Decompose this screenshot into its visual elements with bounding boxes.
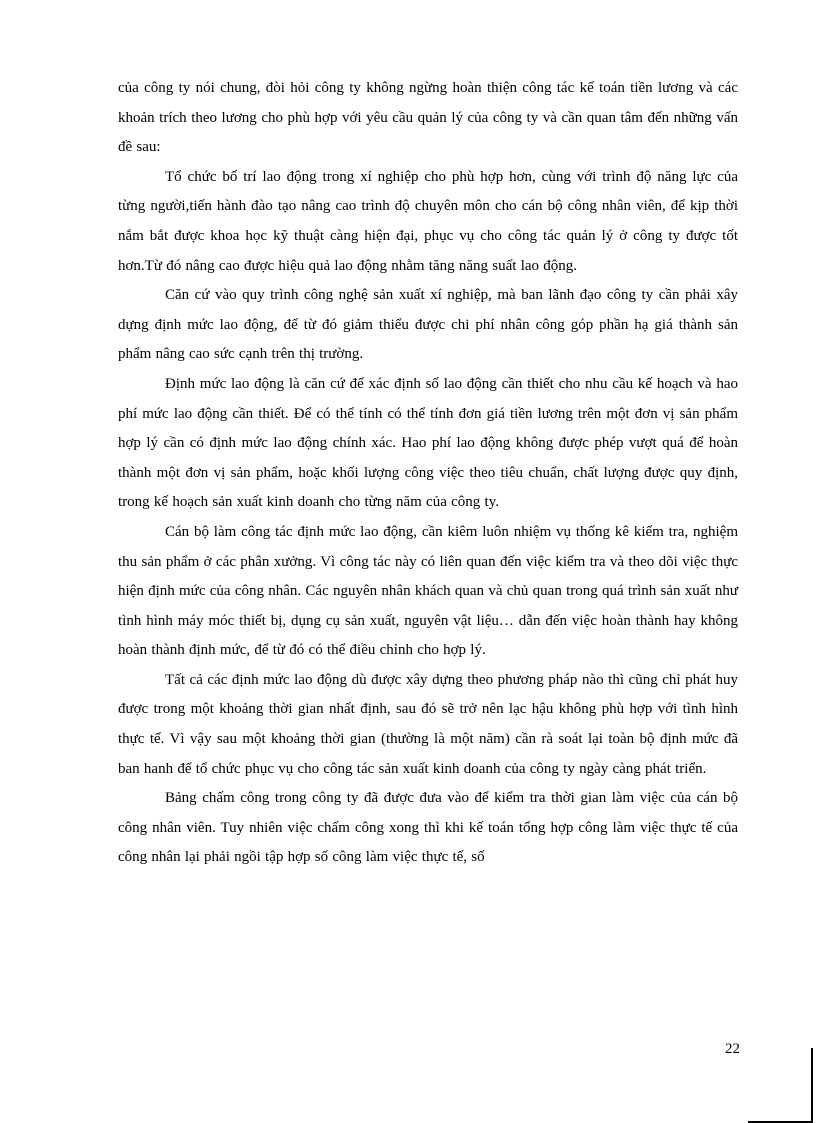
paragraph-labor-norms: Định mức lao động là căn cứ để xác định số lao động cần thiết cho nhu cầu kế hoạch và hao phí mức lao động cần thiết. Để có thể tính có thể tính đơn giá tiền lương trên một đơn vị sản phẩm hợp lý cần có định mức lao động chính xác. Hao phí lao động không được phép vượt quá để hoàn thành một đơn vị sản phẩm, hoặc khối lượng công việc theo tiêu chuẩn, chất lượng được quy định, trong kế hoạch sản xuất kinh doanh cho từng năm của công ty. bbox=[118, 375, 738, 511]
paragraph-norm-review: Tất cả các định mức lao động dù được xây dựng theo phương pháp nào thì cũng chỉ phát huy được trong một khoảng thời gian nhất định, sau đó sẽ trở nên lạc hậu không phù hợp với tình hình thực tế. Vì vậy sau một khoảng thời gian (thường là một năm) cần rà soát lại toàn bộ định mức đã ban hanh để tổ chức phục vụ cho công tác sản xuất kinh doanh của công ty ngày càng phát triển. bbox=[118, 671, 738, 777]
corner-mark-vertical bbox=[811, 1048, 813, 1121]
paragraph-production-process: Căn cứ vào quy trình công nghệ sản xuất xí nghiệp, mà ban lãnh đạo công ty cần phải xây dựng định mức lao động, để từ đó giảm thiểu được chi phí nhân công góp phần hạ giá thành sản phẩm nâng cao sức cạnh trên thị trường. bbox=[118, 287, 738, 363]
paragraph-continuation: của công ty nói chung, đòi hỏi công ty không ngừng hoàn thiện công tác kế toán tiền lương và các khoản trích theo lương cho phù hợp với yêu cầu quản lý của công ty và cần quan tâm đến những vấn đề sau: bbox=[118, 80, 738, 156]
paragraph-timesheet: Bảng chấm công trong công ty đã được đưa vào để kiểm tra thời gian làm việc của cán bộ công nhân viên. Tuy nhiên việc chấm công xong thì khi kế toán tổng hợp công làm việc thực tế của công nhân lại phải ngồi tập hợp số công làm việc thực tế, số bbox=[118, 790, 738, 866]
page-number: 22 bbox=[725, 1041, 740, 1057]
paragraph-norm-staff: Cán bộ làm công tác định mức lao động, cần kiêm luôn nhiệm vụ thống kê kiểm tra, nghiệm thu sản phẩm ở các phân xưởng. Vì công tác này có liên quan đến việc kiểm tra và theo dõi việc thực hiện định mức của công nhân. Các nguyên nhân khách quan và chủ quan trong quá trình sản xuất như tình hình máy móc thiết bị, dụng cụ sản xuất, nguyên vật liệu… dẫn đến việc hoàn thành hay không hoàn thành định mức, để từ đó có thể điều chỉnh cho hợp lý. bbox=[118, 523, 738, 659]
paragraph-labor-organization: Tổ chức bố trí lao động trong xí nghiệp cho phù hợp hơn, cùng với trình độ năng lực của từng người,tiến hành đào tạo nâng cao trình độ chuyên môn cho cán bộ công nhân viên, để kịp thời nắm bắt được khoa học kỹ thuật càng hiện đại, phục vụ cho công tác quản lý ở công ty được tốt hơn.Từ đó nâng cao được hiệu quả lao động nhằm tăng năng suất lao động. bbox=[118, 168, 738, 274]
document-body bbox=[118, 74, 738, 873]
